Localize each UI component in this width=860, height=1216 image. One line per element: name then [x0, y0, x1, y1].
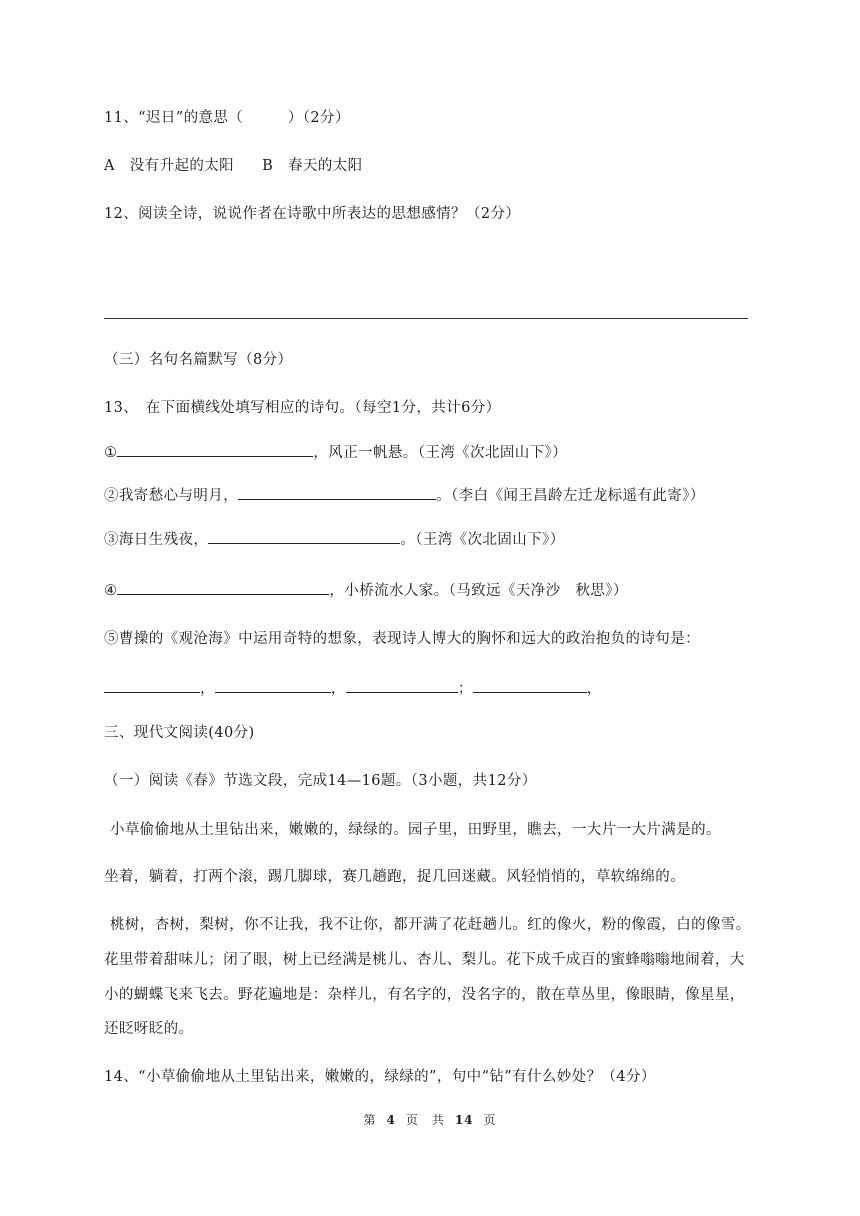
total-page-count: 14 — [454, 1113, 474, 1127]
option-a: A 没有升起的太阳 — [104, 158, 235, 174]
passage-paragraph-3-line-1: 桃树，杏树，梨树，你不让我，我不让你，都开满了花赶趟儿。红的像火，粉的像霞，白的像雪。 — [110, 917, 751, 933]
answer-line — [104, 318, 748, 319]
section-heading-famous-lines: （三）名句名篇默写（8分） — [104, 352, 293, 368]
passage-paragraph-3-line-2: 花里带着甜味儿；闭了眼，树上已经满是桃儿、杏儿、梨儿。花下成千成百的蜜蜂嗡嗡地闹着，大 — [104, 952, 745, 968]
blank-line — [346, 678, 458, 693]
fill-blank-5-prompt: ⑤曹操的《观沧海》中运用奇特的想象，表现诗人博大的胸怀和远大的政治抱负的诗句是： — [104, 631, 700, 647]
passage-paragraph-3-line-4: 还眨呀眨的。 — [104, 1021, 194, 1037]
fill-blank-1: ① ，风正一帆悬。（王湾《次北固山下》） — [104, 442, 567, 463]
passage-paragraph-2: 坐着，躺着，打两个滚，踢几脚球，赛几趟跑，捉几回迷藏。风轻悄悄的，草软绵绵的。 — [104, 869, 686, 885]
option-b: B 春天的太阳 — [262, 158, 363, 174]
passage-paragraph-1: 小草偷偷地从土里钻出来，嫩嫩的，绿绿的。园子里，田野里，瞧去，一大片一大片满是的。 — [110, 822, 721, 838]
blank-line — [208, 529, 400, 544]
part-three-heading: 三、现代文阅读(40分) — [104, 725, 255, 741]
question-14: 14、“小草偷偷地从土里钻出来，嫩嫩的，绿绿的”，句中“钻”有什么妙处？（4分） — [104, 1069, 656, 1085]
blank-line — [473, 678, 587, 693]
passage-paragraph-3-line-3: 小的蝴蝶飞来飞去。野花遍地是：杂样儿，有名字的，没名字的，散在草丛里，像眼睛，像星星， — [104, 987, 745, 1003]
fill-blank-2: ②我寄愁心与明月， 。（李白《闻王昌龄左迁龙标遥有此寄》） — [104, 485, 705, 506]
blank-line — [238, 485, 436, 500]
blank-line — [117, 580, 329, 595]
fill-blank-5-lines: ， ， ； ， — [104, 678, 602, 699]
question-12: 12、阅读全诗，说说作者在诗歌中所表达的思想感情？（2分） — [104, 206, 521, 222]
current-page-number: 4 — [386, 1113, 396, 1127]
page-footer: 第 4 页 共 14 页 — [363, 1113, 497, 1127]
blank-line — [104, 678, 200, 693]
question-11: 11、“迟日”的意思（ ）（2分） — [104, 110, 350, 126]
question-11-options — [104, 156, 363, 176]
blank-line — [117, 442, 313, 457]
fill-blank-3: ③海日生残夜， 。（王湾《次北固山下》） — [104, 529, 565, 550]
blank-line — [215, 678, 331, 693]
reading-subheading: （一）阅读《春》节选文段，完成14—16题。（3小题，共12分） — [104, 773, 537, 789]
question-13: 13、 在下面横线处填写相应的诗句。（每空1分，共计6分） — [104, 400, 501, 416]
fill-blank-4: ④ ，小桥流水人家。（马致远《天净沙 秋思》） — [104, 580, 628, 601]
